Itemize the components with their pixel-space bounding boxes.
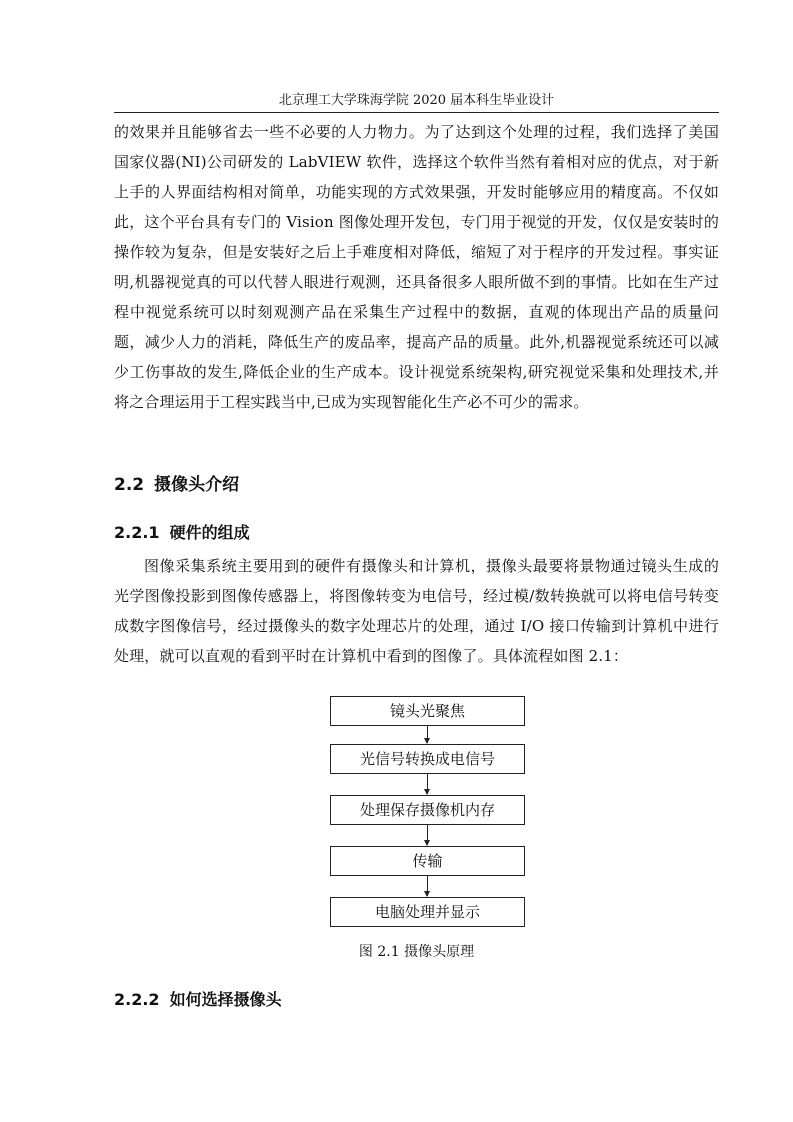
- main-content: [114, 117, 719, 671]
- section-heading-2-2: [114, 473, 719, 497]
- flow-step-2: 光信号转换成电信号: [330, 744, 525, 774]
- flow-arrow-2: [427, 774, 428, 794]
- header-rule: [114, 112, 719, 113]
- figure-caption: 图 2.1 摄像头原理: [358, 944, 475, 960]
- flow-arrow-1: [427, 726, 428, 743]
- section-title: 如何选择摄像头: [169, 990, 282, 1009]
- page-header: 北京理工大学珠海学院 2020 届本科生毕业设计: [278, 93, 555, 108]
- section-number: 2.2.2: [114, 990, 160, 1009]
- section-title: 硬件的组成: [169, 523, 250, 542]
- section-number: 2.2: [114, 475, 145, 495]
- flow-arrow-4: [427, 876, 428, 896]
- paragraph-1: 的效果并且能够省去一些不必要的人力物力。为了达到这个处理的过程，我们选择了美国国家仪器(NI)公司研发的 LabVIEW 软件，选择这个软件当然有着相对应的优点，对于新上手的人界面结构相对简单，功能实现的方式效果强，开发时能够应用的精度高。不仅如此，这个平台具有专门的 Vision 图像处理开发包，专门用于视觉的开发，仅仅是安装时的操作较为复杂，但是安装好之后上手难度相对降低，缩短了对于程序的开发过程。事实证明,机器视觉真的可以代替人眼进行观测，还具备很多人眼所做不到的事情。比如在生产过程中视觉系统可以时刻观测产品在采集生产过程中的数据，直观的体现出产品的质量问题，减少人力的消耗，降低生产的废品率，提高产品的质量。此外,机器视觉系统还可以减少工伤事故的发生,降低企业的生产成本。设计视觉系统架构,研究视觉采集和处理技术,并将之合理运用于工程实践当中,已成为实现智能化生产必不可少的需求。: [114, 123, 719, 411]
- flow-step-3: 处理保存摄像机内存: [330, 795, 525, 825]
- flow-arrow-3: [427, 825, 428, 845]
- flow-step-5: 电脑处理并显示: [330, 897, 525, 927]
- flow-step-4: 传输: [330, 846, 525, 876]
- section-heading-2-2-2: [114, 988, 282, 1012]
- paragraph-2: 图像采集系统主要用到的硬件有摄像头和计算机，摄像头最要将景物通过镜头生成的光学图像投影到图像传感器上，将图像转变为电信号，经过模/数转换就可以将电信号转变成数字图像信号，经过摄像头的数字处理芯片的处理，通过 I/O 接口传输到计算机中进行处理，就可以直观的看到平时在计算机中看到的图像了。具体流程如图 2.1：: [114, 557, 719, 665]
- flow-step-1: 镜头光聚焦: [330, 696, 525, 726]
- section-number: 2.2.1: [114, 523, 160, 542]
- section-heading-2-2-1: [114, 521, 719, 545]
- section-title: 摄像头介绍: [154, 475, 240, 495]
